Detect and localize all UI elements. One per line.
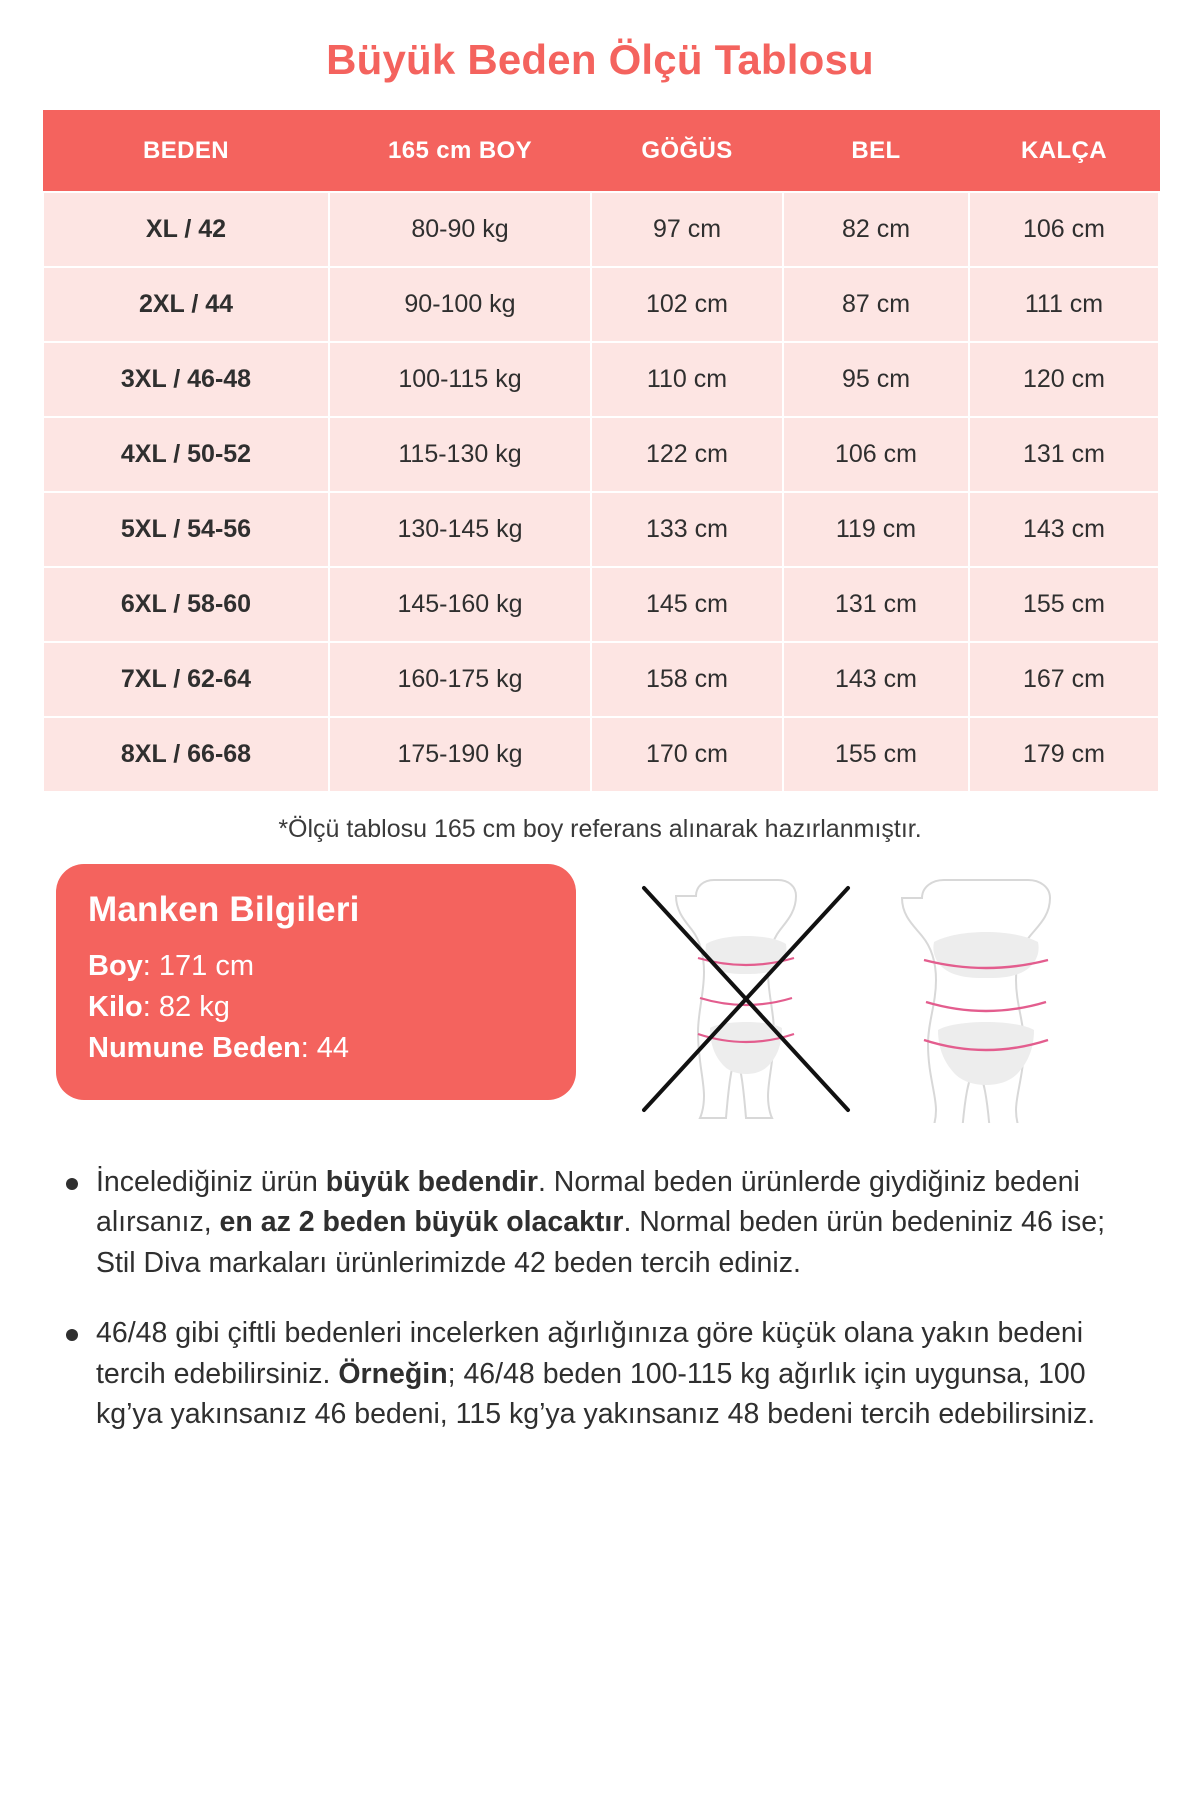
table-cell: 145-160 kg <box>329 567 591 642</box>
table-cell: 82 cm <box>783 192 969 267</box>
text-segment: . Normal beden ürün bedeniniz 46 ise; Stil Diva markaları ürünlerimizde 42 beden tercih ediniz. <box>96 1206 1106 1279</box>
text-segment: Örneğin <box>338 1357 448 1390</box>
column-header-kalca: KALÇA <box>969 111 1159 193</box>
table-cell-size: 4XL / 50-52 <box>43 417 329 492</box>
table-cell: 175-190 kg <box>329 717 591 792</box>
table-cell: 119 cm <box>783 492 969 567</box>
table-row <box>43 567 1159 642</box>
table-cell: 143 cm <box>969 492 1159 567</box>
table-cell: 115-130 kg <box>329 417 591 492</box>
table-cell: 122 cm <box>591 417 783 492</box>
model-height-value: : 171 cm <box>142 950 255 982</box>
list-item-text <box>96 1162 1144 1283</box>
table-cell: 155 cm <box>783 717 969 792</box>
model-weight-line <box>88 987 544 1028</box>
table-cell: 106 cm <box>783 417 969 492</box>
table-cell-size: 8XL / 66-68 <box>43 717 329 792</box>
text-segment: İncelediğiniz ürün <box>96 1166 326 1198</box>
table-row <box>43 417 1159 492</box>
table-cell: 97 cm <box>591 192 783 267</box>
table-cell: 87 cm <box>783 267 969 342</box>
table-cell: 120 cm <box>969 342 1159 417</box>
table-cell: 102 cm <box>591 267 783 342</box>
body-figures <box>616 878 1158 1128</box>
table-row <box>43 492 1159 567</box>
table-cell: 155 cm <box>969 567 1159 642</box>
list-item <box>56 1162 1144 1283</box>
column-header-bel: BEL <box>783 111 969 193</box>
page-title: Büyük Beden Ölçü Tablosu <box>326 36 874 83</box>
notes-list <box>42 1162 1158 1435</box>
table-row <box>43 192 1159 267</box>
table-cell: 130-145 kg <box>329 492 591 567</box>
table-cell-size: 6XL / 58-60 <box>43 567 329 642</box>
table-cell: 143 cm <box>783 642 969 717</box>
table-row <box>43 717 1159 792</box>
text-segment: . Normal beden ürünlerde giydiğiniz bedeni alırsanız, <box>96 1166 1080 1239</box>
table-row <box>43 267 1159 342</box>
model-sample-size-label: Numune Beden <box>88 1032 301 1065</box>
table-cell: 80-90 kg <box>329 192 591 267</box>
table-cell: 158 cm <box>591 642 783 717</box>
model-height-line <box>88 946 544 987</box>
bullet-dot-icon <box>66 1329 78 1341</box>
table-cell: 167 cm <box>969 642 1159 717</box>
list-item <box>56 1313 1144 1434</box>
table-cell: 160-175 kg <box>329 642 591 717</box>
model-info-heading: Manken Bilgileri <box>88 890 360 929</box>
text-segment: ; 46/48 beden 100-115 kg ağırlık için uygunsa, 100 kg’ya yakınsanız 46 bedeni, 115 kg’ya yakınsanız 48 bedeni tercih edebilirsiniz. <box>96 1357 1096 1431</box>
model-sample-size-line <box>88 1028 544 1069</box>
table-cell: 110 cm <box>591 342 783 417</box>
table-cell: 179 cm <box>969 717 1159 792</box>
column-header-boy: 165 cm BOY <box>329 111 591 193</box>
table-header-row <box>43 111 1159 193</box>
size-table <box>42 110 1160 793</box>
table-cell: 170 cm <box>591 717 783 792</box>
table-cell-size: XL / 42 <box>43 192 329 267</box>
text-segment: en az 2 beden büyük olacaktır <box>219 1206 624 1239</box>
table-footnote: *Ölçü tablosu 165 cm boy referans alınarak hazırlanmıştır. <box>278 815 922 843</box>
table-row <box>43 642 1159 717</box>
table-row <box>43 342 1159 417</box>
table-cell-size: 2XL / 44 <box>43 267 329 342</box>
model-weight-label: Kilo <box>88 991 143 1024</box>
model-info-card <box>56 864 576 1100</box>
table-cell: 90-100 kg <box>329 267 591 342</box>
table-cell-size: 5XL / 54-56 <box>43 492 329 567</box>
table-cell: 100-115 kg <box>329 342 591 417</box>
table-cell-size: 7XL / 62-64 <box>43 642 329 717</box>
table-cell: 145 cm <box>591 567 783 642</box>
table-cell: 131 cm <box>783 567 969 642</box>
column-header-gogus: GÖĞÜS <box>591 111 783 193</box>
table-cell: 131 cm <box>969 417 1159 492</box>
bullet-dot-icon <box>66 1178 78 1190</box>
table-cell: 95 cm <box>783 342 969 417</box>
model-info-section <box>42 864 1158 1128</box>
column-header-beden: BEDEN <box>43 111 329 193</box>
model-height-label: Boy <box>88 950 143 982</box>
plus-size-body-measure-icon <box>876 878 1096 1128</box>
female-body-measure-icon-crossed <box>636 878 856 1128</box>
table-cell: 111 cm <box>969 267 1159 342</box>
table-cell-size: 3XL / 46-48 <box>43 342 329 417</box>
text-segment: 46/48 gibi çiftli bedenleri incelerken ağırlığınıza göre küçük olana yakın bedeni tercih edebilirsiniz. <box>96 1317 1084 1390</box>
text-segment: büyük bedendir <box>325 1166 538 1198</box>
list-item-text <box>96 1313 1144 1434</box>
table-cell: 133 cm <box>591 492 783 567</box>
table-cell: 106 cm <box>969 192 1159 267</box>
model-sample-size-value: : 44 <box>300 1032 350 1065</box>
model-weight-value: : 82 kg <box>142 991 230 1024</box>
